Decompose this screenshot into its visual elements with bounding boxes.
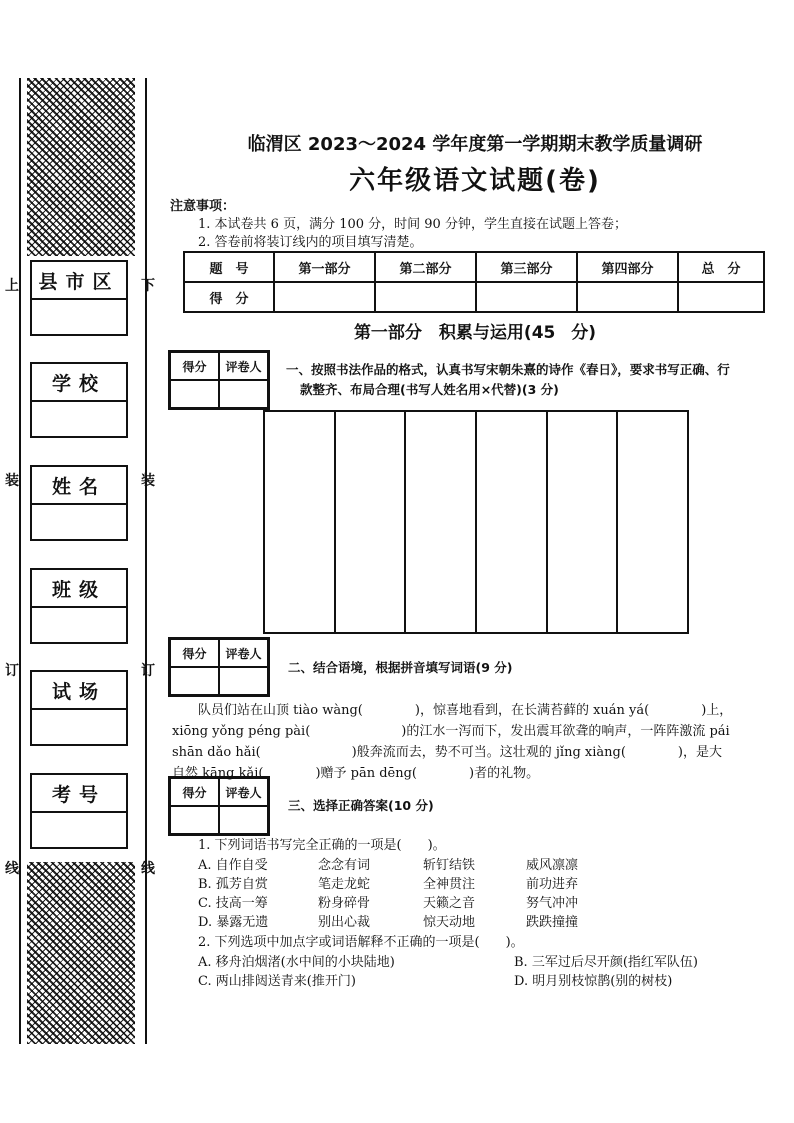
option-text: A. 自作自受 (198, 858, 268, 873)
field-label: 考号 (32, 775, 126, 813)
grader-score-label: 得分 (170, 639, 219, 667)
q1-instructions (286, 360, 786, 400)
exam-subtitle: 六年级语文试题(卷) (349, 166, 601, 196)
option-text: 粉身碎骨 (318, 896, 371, 911)
calligraphy-grid[interactable] (263, 410, 689, 634)
grader-score-label: 得分 (170, 352, 219, 380)
grid-column[interactable] (548, 412, 619, 632)
score-header: 第三部分 (476, 252, 577, 282)
field-label: 县市区 (32, 262, 126, 300)
option-text: B. 孤芳自赏 (198, 877, 268, 892)
score-header: 总 分 (678, 252, 764, 282)
field-label: 班级 (32, 570, 126, 608)
score-table (183, 251, 765, 313)
option-text: 惊天动地 (423, 915, 476, 930)
score-header: 第二部分 (375, 252, 476, 282)
q3-sub1: 1. 下列词语书写完全正确的一项是( )。 (198, 838, 446, 853)
q2-paragraph (172, 700, 784, 784)
field-room[interactable] (30, 670, 128, 746)
option-text: 努气冲冲 (526, 896, 579, 911)
binding-char: 线 (5, 861, 19, 877)
grid-column[interactable] (618, 412, 687, 632)
binding-line-right (145, 78, 147, 1044)
option-text: 斩钉结铁 (423, 858, 476, 873)
grid-column[interactable] (477, 412, 548, 632)
q2-line: xiōng yǒng péng pài( )的江水一泻而下，发出震耳欲聋的响声，一阵阵激流 pái (172, 724, 730, 739)
q3-2-option-d[interactable]: D. 明月别枝惊鹊(别的树枝) (514, 974, 673, 989)
grader-box (168, 637, 270, 697)
grader-reviewer-label: 评卷人 (219, 352, 268, 380)
option-text: 全神贯注 (423, 877, 476, 892)
q3-heading: 三、选择正确答案(10 分) (288, 798, 434, 813)
q3-sub2: 2. 下列选项中加点字或词语解释不正确的一项是( )。 (198, 935, 524, 950)
field-label: 学校 (32, 364, 126, 402)
binding-hatch-bottom (27, 862, 135, 1044)
part1-title: 第一部分 积累与运用(45 分) (353, 323, 597, 343)
q2-line: shān dǎo hǎi( )般奔流而去，势不可当。这壮观的 jǐng xiàng( )，是大 (172, 745, 722, 760)
score-header: 第一部分 (274, 252, 375, 282)
binding-char: 线 (141, 861, 155, 877)
score-cell[interactable] (476, 282, 577, 312)
field-county[interactable] (30, 260, 128, 336)
grader-box (168, 350, 270, 410)
q3-2-option-b[interactable]: B. 三军过后尽开颜(指红军队伍) (514, 955, 698, 970)
grader-score-cell[interactable] (170, 667, 219, 695)
q1-line: 款整齐、布局合理(书写人姓名用×代替)(3 分) (300, 382, 559, 397)
field-label: 试场 (32, 672, 126, 710)
grid-column[interactable] (406, 412, 477, 632)
score-row-label: 得 分 (184, 282, 274, 312)
option-text: 别出心裁 (318, 915, 371, 930)
grader-reviewer-label: 评卷人 (219, 639, 268, 667)
field-name[interactable] (30, 465, 128, 541)
note-item: 1. 本试卷共 6 页，满分 100 分，时间 90 分钟，学生直接在试题上答卷； (198, 217, 627, 232)
exam-title: 临渭区 2023～2024 学年度第一学期期末教学质量调研 (247, 134, 703, 155)
q2-line: 自然 kāng kǎi( )赠予 pān dēng( )者的礼物。 (172, 766, 540, 781)
binding-hatch-top (27, 78, 135, 256)
q1-line: 一、按照书法作品的格式，认真书写宋朝朱熹的诗作《春日》，要求书写正确、行 (286, 362, 730, 377)
option-text: 前功进弃 (526, 877, 579, 892)
score-header: 题 号 (184, 252, 274, 282)
grader-score-cell[interactable] (170, 380, 219, 408)
binding-char: 装 (5, 473, 19, 489)
grid-column[interactable] (336, 412, 407, 632)
option-text: 天籁之音 (423, 896, 476, 911)
grader-box (168, 776, 270, 836)
grader-reviewer-label: 评卷人 (219, 778, 268, 806)
score-cell[interactable] (274, 282, 375, 312)
q3-option-c[interactable] (198, 894, 578, 913)
binding-char: 订 (5, 663, 19, 679)
q3-2-option-c[interactable]: C. 两山排闼送青来(推开门) (198, 974, 356, 989)
option-text: 念念有词 (318, 858, 371, 873)
field-label: 姓名 (32, 467, 126, 505)
grader-score-cell[interactable] (170, 806, 219, 834)
q3-2-option-a[interactable]: A. 移舟泊烟渚(水中间的小块陆地) (198, 955, 395, 970)
score-header: 第四部分 (577, 252, 678, 282)
grader-reviewer-cell[interactable] (219, 380, 268, 408)
q3-option-b[interactable] (198, 875, 578, 894)
option-text: 跌跌撞撞 (526, 915, 579, 930)
field-exam-number[interactable] (30, 773, 128, 849)
field-school[interactable] (30, 362, 128, 438)
grid-column[interactable] (265, 412, 336, 632)
binding-char: 装 (141, 473, 155, 489)
q2-line: 队员们站在山顶 tiào wàng( )，惊喜地看到，在长满苔藓的 xuán yá( )上， (172, 703, 733, 718)
option-text: 威风凛凛 (526, 858, 579, 873)
grader-score-label: 得分 (170, 778, 219, 806)
q2-heading: 二、结合语境，根据拼音填写词语(9 分) (288, 660, 513, 675)
field-class[interactable] (30, 568, 128, 644)
option-text: 笔走龙蛇 (318, 877, 371, 892)
binding-char: 上 (5, 278, 19, 294)
q3-option-a[interactable] (198, 856, 578, 875)
binding-line-left (19, 78, 21, 1044)
option-text: C. 技高一筹 (198, 896, 268, 911)
note-item: 2. 答卷前将装订线内的项目填写清楚。 (198, 235, 423, 250)
option-text: D. 暴露无遗 (198, 915, 269, 930)
binding-char: 订 (141, 663, 155, 679)
score-cell[interactable] (678, 282, 764, 312)
grader-reviewer-cell[interactable] (219, 667, 268, 695)
q3-option-d[interactable] (198, 913, 578, 932)
score-cell[interactable] (577, 282, 678, 312)
grader-reviewer-cell[interactable] (219, 806, 268, 834)
binding-char: 下 (141, 278, 155, 294)
notes-heading: 注意事项： (170, 199, 236, 214)
score-cell[interactable] (375, 282, 476, 312)
